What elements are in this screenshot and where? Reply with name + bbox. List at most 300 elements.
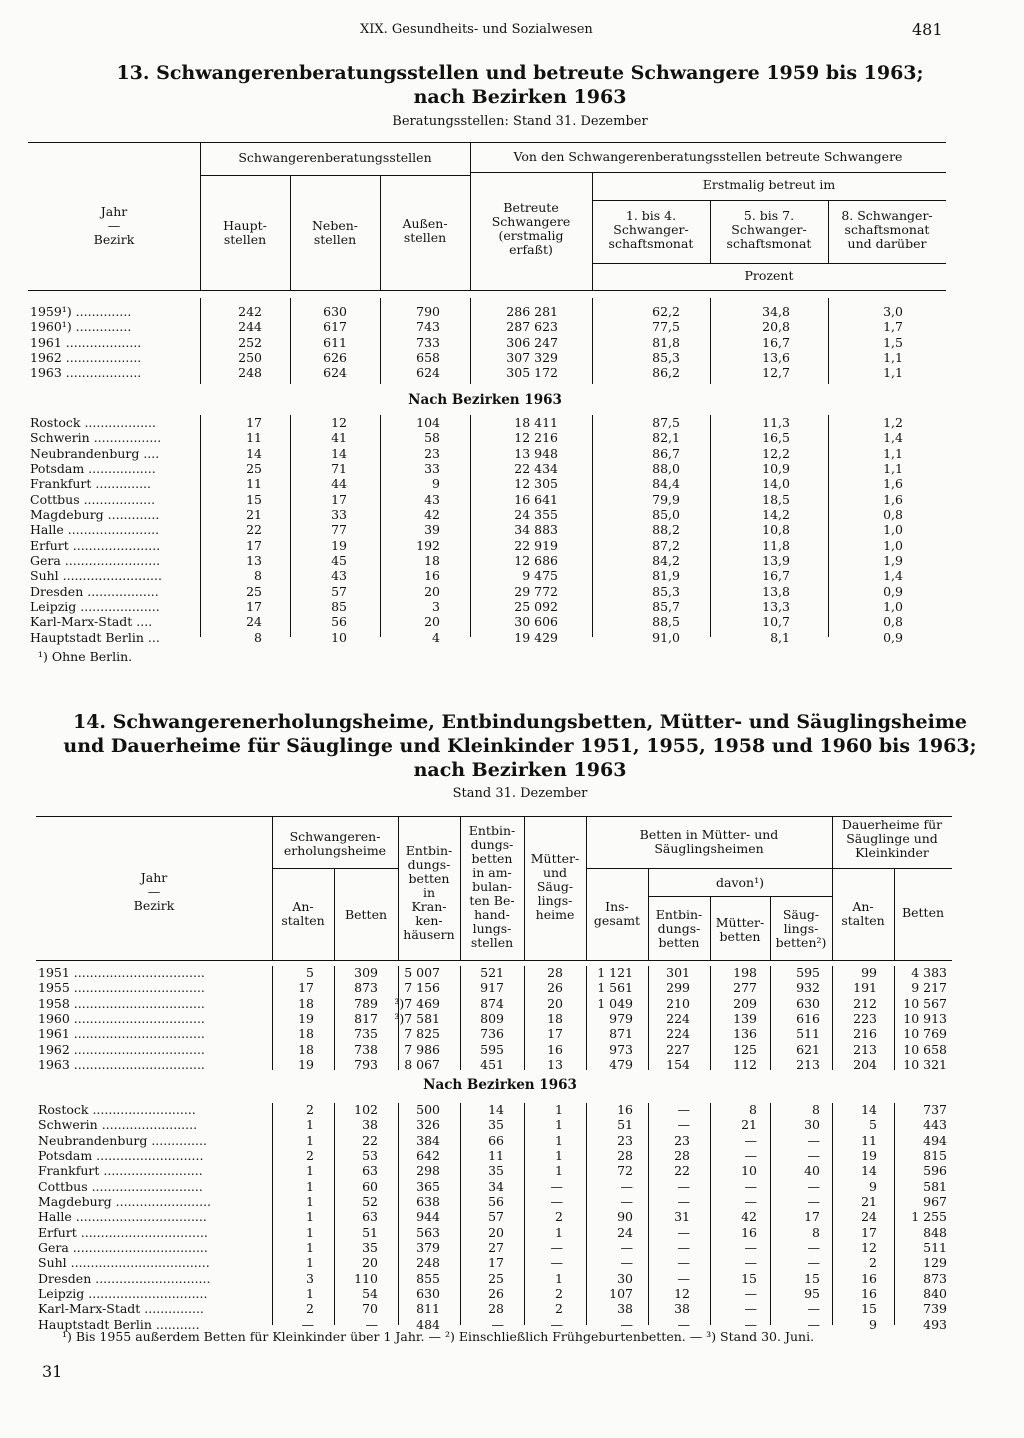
t14-ins: Ins- gesamt — [593, 899, 641, 928]
table-cell: — — [744, 1255, 757, 1271]
table-cell: 41 — [331, 430, 347, 446]
table-cell: 306 247 — [506, 334, 558, 350]
table-cell: 17 — [298, 980, 314, 996]
table-cell: 34,8 — [762, 304, 790, 319]
row-label: Dresden .................. — [30, 583, 159, 599]
t14-mutter: Mütter- und Säug- lings- heime — [530, 851, 580, 922]
table-cell: 25 — [488, 1270, 504, 1286]
table-cell: 13,6 — [762, 349, 790, 365]
row-label: Neubrandenburg .............. — [38, 1132, 207, 1148]
table-cell: 10 658 — [903, 1041, 947, 1057]
table-cell: 1,0 — [883, 598, 903, 614]
table-cell: 85,0 — [652, 506, 680, 522]
table-cell: 85,3 — [652, 349, 680, 365]
table-cell: — — [620, 1178, 633, 1194]
table-cell: 1,6 — [883, 491, 903, 507]
row-label: Halle ....................... — [30, 522, 160, 538]
table-cell: 733 — [416, 334, 440, 350]
table-cell: 9 — [869, 1316, 877, 1332]
table-row — [0, 335, 1024, 350]
table-cell: 20,8 — [762, 319, 790, 335]
table-cell: — — [677, 1316, 690, 1332]
running-header: XIX. Gesundheits- und Sozialwesen — [360, 22, 593, 37]
t13-m14: 1. bis 4. Schwanger- schaftsmonat — [608, 208, 694, 251]
table-row — [0, 522, 1024, 537]
table-cell: 224 — [666, 1026, 690, 1042]
table-cell: 77 — [331, 522, 347, 538]
table-cell: 16 — [617, 1102, 633, 1117]
table-cell: 18 — [298, 1026, 314, 1042]
row-label: Dresden ............................. — [38, 1270, 211, 1286]
table-cell: 17 — [804, 1209, 820, 1225]
row-label: Frankfurt .............. — [30, 476, 152, 492]
table-cell: 326 — [416, 1117, 440, 1133]
table-cell: 1,0 — [883, 522, 903, 538]
table-cell: 1 — [555, 1102, 563, 1117]
table-row — [0, 1011, 1024, 1026]
table-cell: 204 — [853, 1056, 877, 1072]
table-row — [0, 965, 1024, 980]
row-label: Magdeburg ............. — [30, 506, 160, 522]
table-cell: 15 — [741, 1270, 757, 1286]
table-cell: 4 — [432, 629, 440, 645]
table-cell: 17 — [246, 537, 262, 553]
t14-davon: davon¹) — [716, 875, 764, 890]
table-cell: 12 305 — [514, 476, 558, 492]
table-cell: 19 — [861, 1147, 877, 1163]
table-cell: 129 — [923, 1255, 947, 1271]
table-row — [0, 1301, 1024, 1316]
table-cell: — — [677, 1102, 690, 1117]
row-label: Hauptstadt Berlin ... — [30, 629, 160, 645]
table-cell: 384 — [416, 1132, 440, 1148]
table-cell: 1 — [306, 1117, 314, 1133]
table-cell: 10,9 — [762, 460, 790, 476]
table-cell: 9 475 — [522, 568, 558, 584]
table-cell: 22 — [674, 1163, 690, 1179]
table-cell: 63 — [362, 1163, 378, 1179]
table-cell: 521 — [480, 965, 504, 980]
table-cell: 874 — [480, 995, 504, 1011]
table-cell: — — [677, 1224, 690, 1240]
table-cell: 1 — [306, 1255, 314, 1271]
table-cell: 20 — [424, 583, 440, 599]
table-cell: 18 411 — [514, 415, 558, 430]
table-cell: 793 — [354, 1056, 378, 1072]
table-cell: 1,7 — [883, 319, 903, 335]
table-cell: 125 — [733, 1041, 757, 1057]
table-cell: 104 — [416, 415, 440, 430]
table-cell: 70 — [362, 1301, 378, 1317]
table-cell: 451 — [480, 1056, 504, 1072]
table-cell: 8 — [812, 1102, 820, 1117]
table-cell: 102 — [354, 1102, 378, 1117]
table-cell: 11 — [861, 1132, 877, 1148]
table-cell: 30 606 — [514, 614, 558, 630]
table-cell: 12 686 — [514, 552, 558, 568]
t14-dauer: Dauerheime für Säuglinge und Kleinkinder — [841, 817, 943, 860]
table-cell: 88,0 — [652, 460, 680, 476]
t13-prozent: Prozent — [744, 268, 794, 283]
table-cell: 1 — [306, 1224, 314, 1240]
table-cell: 53 — [362, 1147, 378, 1163]
table-row — [0, 1286, 1024, 1301]
row-label: 1961 ................................. — [38, 1026, 205, 1042]
table-cell: 28 — [617, 1147, 633, 1163]
table-cell: — — [550, 1178, 563, 1194]
table-cell: — — [744, 1132, 757, 1148]
table-cell: 40 — [804, 1163, 820, 1179]
table-cell: 25 — [246, 583, 262, 599]
row-label: 1958 ................................. — [38, 995, 205, 1011]
row-label: Schwerin ................. — [30, 430, 162, 446]
table-cell: 811 — [416, 1301, 440, 1317]
table-cell: 107 — [609, 1285, 633, 1301]
table-cell: — — [807, 1193, 820, 1209]
t14-rowhead: Jahr — Bezirk — [133, 870, 175, 913]
table-cell: 17 — [547, 1026, 563, 1042]
table-cell: 0,9 — [883, 629, 903, 645]
table-row — [0, 1194, 1024, 1209]
table-cell: 22 434 — [514, 460, 558, 476]
row-label: Rostock .................. — [30, 415, 156, 430]
table-cell: 110 — [354, 1270, 378, 1286]
table-cell: 24 — [246, 614, 262, 630]
table-cell: 287 623 — [506, 319, 558, 335]
t14-bms: Betten in Mütter- und Säuglingsheimen — [639, 827, 779, 856]
t13-group2: Von den Schwangerenberatungsstellen betreute Schwangere — [513, 149, 903, 164]
t13-erstmalig: Erstmalig betreut im — [702, 177, 836, 192]
table-row — [0, 430, 1024, 445]
table-cell: 14 — [331, 445, 347, 461]
table-cell: 19 — [331, 537, 347, 553]
table-cell: — — [620, 1239, 633, 1255]
table-cell: 35 — [488, 1117, 504, 1133]
table-cell: — — [677, 1117, 690, 1133]
table-cell: 24 — [617, 1224, 633, 1240]
table-cell: 484 — [416, 1316, 440, 1332]
table-cell: 66 — [488, 1132, 504, 1148]
row-label: 1962 ................................. — [38, 1041, 205, 1057]
row-label: Cottbus ............................ — [38, 1178, 203, 1194]
row-label: Karl-Marx-Stadt ............... — [38, 1301, 204, 1317]
table-cell: 19 429 — [514, 629, 558, 645]
table-cell: — — [365, 1316, 378, 1332]
table-cell: 13,9 — [762, 552, 790, 568]
table-cell: 43 — [331, 568, 347, 584]
table-cell: 9 — [432, 476, 440, 492]
table-cell: 967 — [923, 1193, 947, 1209]
table-cell: 23 — [617, 1132, 633, 1148]
table-cell: 19 — [298, 1056, 314, 1072]
table-cell: 10 769 — [903, 1026, 947, 1042]
table-cell: 743 — [416, 319, 440, 335]
row-label: 1960 ................................. — [38, 1010, 205, 1026]
table-cell: 5 007 — [404, 965, 440, 980]
t14-title-line3: nach Bezirken 1963 — [413, 759, 627, 781]
table-cell: 16 — [861, 1270, 877, 1286]
table-cell: — — [620, 1255, 633, 1271]
table-cell: 10 567 — [903, 995, 947, 1011]
row-label: Schwerin ........................ — [38, 1117, 198, 1133]
table-row — [0, 1148, 1024, 1163]
table-cell: 13,8 — [762, 583, 790, 599]
table-cell: 12 216 — [514, 430, 558, 446]
table-row — [0, 1255, 1024, 1270]
row-label: Gera .................................. — [38, 1239, 208, 1255]
table-cell: 944 — [416, 1209, 440, 1225]
table-row — [0, 1057, 1024, 1072]
table-cell: 873 — [923, 1270, 947, 1286]
table-cell: 16 — [861, 1285, 877, 1301]
table-row — [0, 584, 1024, 599]
table-cell: ³)7 469 — [394, 995, 440, 1011]
table-cell: 10 — [741, 1163, 757, 1179]
table-cell: 24 355 — [514, 506, 558, 522]
table-row — [0, 507, 1024, 522]
table-cell: 60 — [362, 1178, 378, 1194]
table-row — [0, 599, 1024, 614]
row-label: 1960¹) .............. — [30, 319, 132, 335]
table-cell: 210 — [666, 995, 690, 1011]
table-cell: — — [744, 1178, 757, 1194]
table-cell: 14 — [246, 445, 262, 461]
table-cell: 630 — [323, 304, 347, 319]
table-cell: 248 — [416, 1255, 440, 1271]
table-cell: 638 — [416, 1193, 440, 1209]
table-cell: 16 — [741, 1224, 757, 1240]
table-cell: — — [807, 1301, 820, 1317]
row-label: Suhl ................................... — [38, 1255, 210, 1271]
table-cell: 1 — [306, 1163, 314, 1179]
row-label: Magdeburg ........................ — [38, 1193, 212, 1209]
table-cell: 227 — [666, 1041, 690, 1057]
table-cell: 1,4 — [883, 430, 903, 446]
table-cell: 35 — [488, 1163, 504, 1179]
table-cell: 1 — [555, 1132, 563, 1148]
table-cell: 20 — [424, 614, 440, 630]
t13-title-line1: 13. Schwangerenberatungsstellen und betreute Schwangere 1959 bis 1963; — [116, 62, 924, 84]
table-row — [0, 1026, 1024, 1041]
table-cell: — — [677, 1270, 690, 1286]
table-cell: 11 — [488, 1147, 504, 1163]
table-cell: 596 — [923, 1163, 947, 1179]
table-cell: 1 561 — [597, 980, 633, 996]
table-cell: 18 — [298, 1041, 314, 1057]
t14-entb: Entbin- dungs- betten in Kran- ken- häusern — [403, 843, 455, 942]
table-cell: 301 — [666, 965, 690, 980]
table-row — [0, 415, 1024, 430]
table-cell: — — [620, 1193, 633, 1209]
table-cell: 14 — [861, 1163, 877, 1179]
row-label: Leipzig .............................. — [38, 1285, 208, 1301]
t14-rule — [272, 868, 398, 869]
table-cell: 84,4 — [652, 476, 680, 492]
t14-subtitle: Stand 31. Dezember — [452, 786, 588, 801]
table-cell: 84,2 — [652, 552, 680, 568]
table-row — [0, 1225, 1024, 1240]
table-cell: 11 — [246, 430, 262, 446]
table-cell: 789 — [354, 995, 378, 1011]
table-cell: 90 — [617, 1209, 633, 1225]
table-cell: 12,7 — [762, 365, 790, 381]
row-label: Halle ................................. — [38, 1209, 207, 1225]
table-cell: 57 — [331, 583, 347, 599]
t13-neben: Neben- stellen — [311, 218, 358, 247]
table-cell: 17 — [488, 1255, 504, 1271]
table-cell: 5 — [869, 1117, 877, 1133]
table-cell: 0,8 — [883, 506, 903, 522]
table-cell: 1 — [306, 1132, 314, 1148]
table-cell: 16,7 — [762, 568, 790, 584]
table-cell: 139 — [733, 1010, 757, 1026]
t14-head-rule — [36, 960, 952, 961]
row-label: Suhl ......................... — [30, 568, 162, 584]
table-cell: 25 092 — [514, 598, 558, 614]
t13-m57: 5. bis 7. Schwanger- schaftsmonat — [726, 208, 812, 251]
table-cell: 511 — [796, 1026, 820, 1042]
table-cell: 1 — [306, 1193, 314, 1209]
table-cell: 28 — [674, 1147, 690, 1163]
table-cell: 9 217 — [911, 980, 947, 996]
table-cell: 82,1 — [652, 430, 680, 446]
table-cell: 86,2 — [652, 365, 680, 381]
table-cell: 13 — [547, 1056, 563, 1072]
table-cell: 1,1 — [883, 365, 903, 381]
table-cell: 3 — [306, 1270, 314, 1286]
table-cell: 26 — [547, 980, 563, 996]
table-cell: 1 — [306, 1209, 314, 1225]
table-cell: 21 — [246, 506, 262, 522]
table-cell: 379 — [416, 1239, 440, 1255]
row-label: Potsdam ........................... — [38, 1147, 204, 1163]
table-cell: 42 — [741, 1209, 757, 1225]
table-cell: 8 — [749, 1102, 757, 1117]
table-row — [0, 1179, 1024, 1194]
t13-rule — [592, 200, 946, 201]
table-cell: 51 — [617, 1117, 633, 1133]
table-cell: 42 — [424, 506, 440, 522]
table-cell: 17 — [331, 491, 347, 507]
table-cell: — — [744, 1239, 757, 1255]
table-cell: 809 — [480, 1010, 504, 1026]
table-cell: 616 — [796, 1010, 820, 1026]
t14-mid-heading: Nach Bezirken 1963 — [423, 1077, 577, 1093]
table-cell: 8 067 — [404, 1056, 440, 1072]
t14-danst: An- stalten — [841, 899, 885, 928]
table-cell: 932 — [796, 980, 820, 996]
table-cell: 22 — [246, 522, 262, 538]
table-cell: 365 — [416, 1178, 440, 1194]
table-cell: 658 — [416, 349, 440, 365]
t13-mid-heading: Nach Bezirken 1963 — [408, 392, 562, 408]
table-cell: 88,5 — [652, 614, 680, 630]
table-cell: 1,6 — [883, 476, 903, 492]
table-row — [0, 538, 1024, 553]
table-cell: — — [807, 1147, 820, 1163]
table-cell: — — [807, 1239, 820, 1255]
table-cell: 511 — [923, 1239, 947, 1255]
table-cell: 1 — [306, 1285, 314, 1301]
table-cell: 63 — [362, 1209, 378, 1225]
table-cell: 3,0 — [883, 304, 903, 319]
table-cell: 21 — [741, 1117, 757, 1133]
table-cell: 2 — [869, 1255, 877, 1271]
table-cell: 22 — [362, 1132, 378, 1148]
t14-anst: An- stalten — [281, 899, 325, 928]
table-cell: 87,2 — [652, 537, 680, 553]
table-row — [0, 630, 1024, 645]
table-cell: 58 — [424, 430, 440, 446]
table-cell: — — [807, 1178, 820, 1194]
table-cell: 5 — [306, 965, 314, 980]
table-cell: 14 — [861, 1102, 877, 1117]
table-cell: 624 — [323, 365, 347, 381]
table-cell: 621 — [796, 1041, 820, 1057]
footer-page-number: 31 — [42, 1362, 63, 1381]
table-cell: 17 — [246, 415, 262, 430]
table-cell: 223 — [853, 1010, 877, 1026]
table-cell: 595 — [796, 965, 820, 980]
table-cell: 1,5 — [883, 334, 903, 350]
table-cell: 81,8 — [652, 334, 680, 350]
table-cell: 45 — [331, 552, 347, 568]
table-cell: 85,7 — [652, 598, 680, 614]
t13-top-rule — [28, 142, 946, 143]
table-cell: 248 — [238, 365, 262, 381]
t14-footnote: ¹) Bis 1955 außerdem Betten für Kleinkinder über 1 Jahr. — ²) Einschließlich Frühgeburtenbetten. — ³) Stand 30. Juni. — [62, 1329, 815, 1344]
t13-m8: 8. Schwanger- schaftsmonat und darüber — [841, 208, 933, 251]
table-cell: 17 — [861, 1224, 877, 1240]
table-cell: 581 — [923, 1178, 947, 1194]
table-cell: 630 — [796, 995, 820, 1011]
table-cell: 18 — [424, 552, 440, 568]
table-cell: 917 — [480, 980, 504, 996]
t13-head-rule — [28, 290, 946, 291]
table-cell: 790 — [416, 304, 440, 319]
table-cell: 10 913 — [903, 1010, 947, 1026]
table-cell: — — [744, 1147, 757, 1163]
table-cell: 99 — [861, 965, 877, 980]
table-row — [0, 1163, 1024, 1178]
table-cell: 298 — [416, 1163, 440, 1179]
t13-footnote: ¹) Ohne Berlin. — [38, 649, 133, 664]
table-cell: 28 — [488, 1301, 504, 1317]
table-cell: 8,1 — [770, 629, 790, 645]
table-row — [0, 365, 1024, 380]
table-cell: 2 — [306, 1147, 314, 1163]
table-row — [0, 350, 1024, 365]
table-cell: 44 — [331, 476, 347, 492]
table-cell: 20 — [488, 1224, 504, 1240]
table-cell: 14,2 — [762, 506, 790, 522]
table-cell: 737 — [923, 1102, 947, 1117]
table-cell: 563 — [416, 1224, 440, 1240]
row-label: 1955 ................................. — [38, 980, 205, 996]
table-cell: 8 — [254, 568, 262, 584]
table-cell: 57 — [488, 1209, 504, 1225]
table-cell: 2 — [555, 1301, 563, 1317]
t14-rule — [586, 868, 832, 869]
row-label: Potsdam ................. — [30, 460, 156, 476]
table-cell: 34 883 — [514, 522, 558, 538]
table-cell: 18,5 — [762, 491, 790, 507]
table-cell: 19 — [298, 1010, 314, 1026]
table-cell: 286 281 — [506, 304, 558, 319]
table-cell: 855 — [416, 1270, 440, 1286]
row-label: Frankfurt ......................... — [38, 1163, 203, 1179]
table-cell: — — [744, 1301, 757, 1317]
